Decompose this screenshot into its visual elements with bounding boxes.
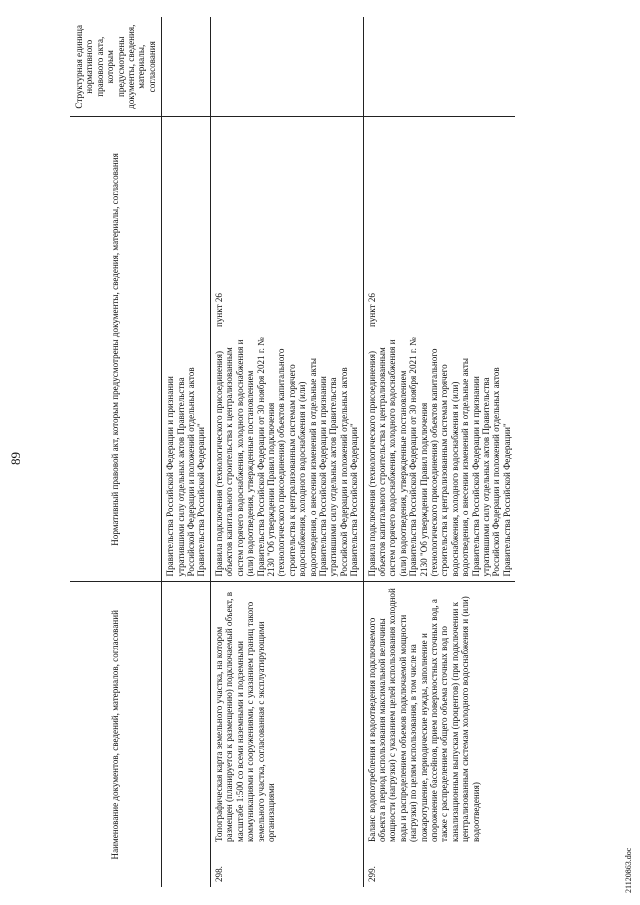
row-unit: пункт 26 — [363, 117, 515, 332]
footer-filename: 21120863.doc — [624, 847, 633, 893]
header-col-name: Наименование документов, сведений, материалов, согласований — [70, 582, 162, 887]
page-number: 89 — [8, 452, 23, 465]
table-row — [363, 17, 515, 887]
header-col-unit: Структурная единица нормативного правового акта, которым предусмотрены документы, сведения, материалы, согласования — [70, 17, 162, 117]
header-col-act: Нормативный правовой акт, которым предусмотрены документы, сведения, материалы, согласования — [70, 117, 162, 582]
documents-table — [70, 17, 515, 887]
row-document-name: Баланс водопотребления и водоотведения подключаемого объекта в период использования максимальной величины мощности (нагрузки) с указанием целей использования холодной воды и распределением объемов подключаемой мощности (нагрузки) по целям использования, в том числе на пожаротушение, периодические нужды, заполнение и опорожнение бассейнов, прием поверхностных сточных вод, а также с распределением общего объема сточных вод по канализационным выпускам (процентов) (при подключении к централизованным системам холодного водоснабжения и (или) водоотведения) — [363, 582, 515, 847]
table-header-row — [70, 17, 162, 887]
row-legal-act: Правила подключения (технологического присоединения) объектов капитального строительства к централизованным систем горячего водоснабжения, холодного водоснабжения и (или) водоотведения, утвержденные постановлением Правительства Российской Федерации от 30 ноября 2021 г. № 2130 "Об утверждении Правил подключения (технологического присоединения) объектов капитального строительства к централизованным системам горячего водоснабжения, холодного водоснабжения и (или) водоотведения, о внесении изменений в отдельные акты Правительства Российской Федерации и признании утратившими силу отдельных актов Правительства Российской Федерации и положений отдельных актов Правительства Российской Федерации" — [210, 332, 363, 582]
row-number: 298. — [210, 847, 363, 887]
row-unit: пункт 26 — [210, 117, 363, 332]
table-row — [210, 17, 363, 887]
continuation-act: Правительства Российской Федерации и признании утратившими силу отдельных актов Правительства Российской Федерации и положений отдельных актов Правительства Российской Федерации" — [162, 332, 211, 582]
row-legal-act: Правила подключения (технологического присоединения) объектов капитального строительства к централизованным систем горячего водоснабжения, холодного водоснабжения и (или) водоотведения, утвержденные постановлением Правительства Российской Федерации от 30 ноября 2021 г. № 2130 "Об утверждении Правил подключения (технологического присоединения) объектов капитального строительства к централизованным системам горячего водоснабжения, холодного водоснабжения и (или) водоотведения, о внесении изменений в отдельные акты Правительства Российской Федерации и признании утратившими силу отдельных актов Правительства Российской Федерации и положений отдельных актов Правительства Российской Федерации" — [363, 332, 515, 582]
continuation-row — [162, 17, 211, 887]
row-number: 299. — [363, 847, 515, 887]
row-document-name: Топографическая карта земельного участка, на котором размещен (планируется к размещению) подключаемый объект, в масштабе 1:500 со всеми наземными и подземными коммуникациями и сооружениями, с указанием границ такого земельного участка, согласованная с эксплуатирующими организациями — [210, 582, 363, 847]
